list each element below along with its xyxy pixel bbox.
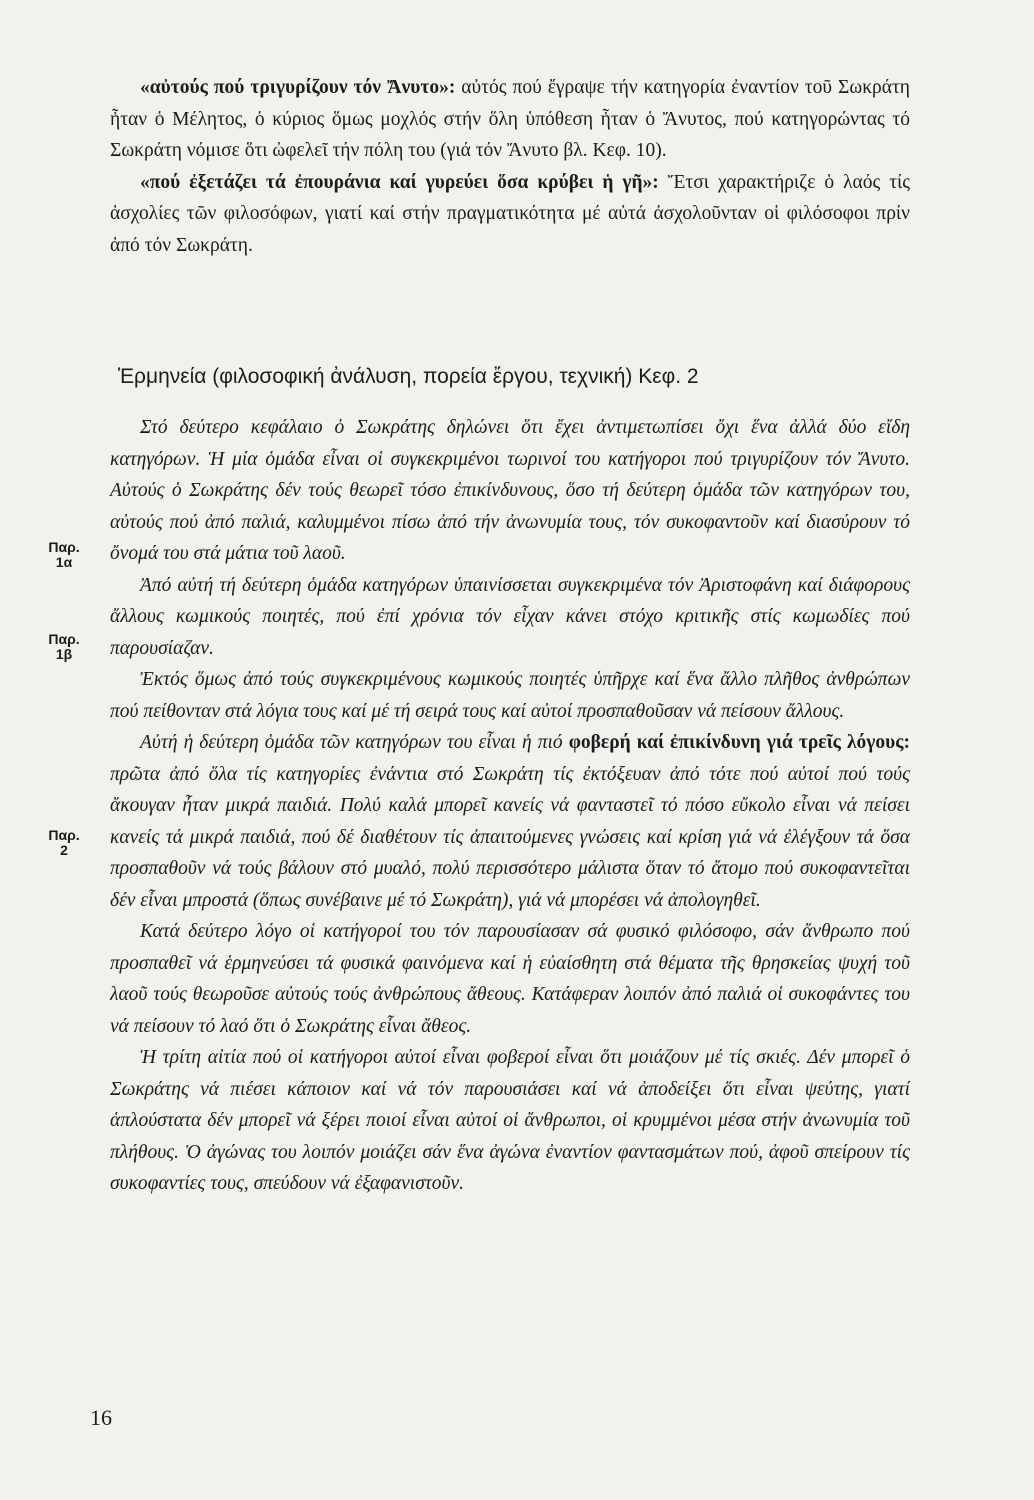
intro-note-2-term: «πού ἐξετάζει τά ἐπουράνια καί γυρεύει ὅσα κρύβει ἡ γῆ»: [140, 171, 659, 193]
margin-label-number: 1β [55, 646, 73, 662]
body-paragraph-1: Στό δεύτερο κεφάλαιο ὁ Σωκράτης δηλώνει ὅτι ἔχει ἀντιμετωπίσει ὄχι ἕνα ἀλλά δύο εἴδη κατηγόρων. Ἡ μία ὁμάδα εἶναι οἱ συγκεκριμένοι τωρινοί του κατήγοροι πού τριγυρίζουν τόν Ἄνυτο. Αὐτούς ὁ Σωκράτης δέν τούς θεωρεῖ τόσο ἐπικίνδυνους, ὅσο τή δεύτερη ὁμάδα τῶν κατηγόρων του, αὐτούς πού ἀπό παλιά, καλυμμένοι πίσω ἀπό τήν ἀνωνυμία τους, τόν συκοφαντοῦν καί διασύρουν τό ὄνομά του στά μάτια τοῦ λαοῦ. [110, 417, 910, 564]
body-text [110, 412, 910, 1200]
body-paragraph-4-emphasis: φοβερή καί ἐπικίνδυνη γιά τρεῖς λόγους: [568, 732, 910, 753]
body-paragraph-4 [110, 727, 910, 916]
margin-label-number: 1α [55, 554, 73, 570]
intro-note-1-text: αὐτός πού ἔγραψε τήν κατηγορία ἐναντίον τοῦ Σωκράτη ἦταν ὁ Μέλητος, ὁ κύριος ὅμως μοχλός στήν ὅλη ὑπόθεση ἦταν ὁ Ἄνυτος, πού κατηγορώντας τό Σωκράτη νόμισε ὅτι ὠφελεῖ τήν πόλη του (γιά τόν Ἄνυτο βλ. Κεφ. 10). [110, 77, 910, 161]
margin-label-par-2 [46, 828, 82, 858]
margin-label-word: Παρ. [48, 539, 80, 555]
intro-note-1-term: «αὐτούς πού τριγυρίζουν τόν Ἄνυτο»: [140, 77, 456, 98]
section-heading: Ἑρμηνεία (φιλοσοφική ἀνάλυση, πορεία ἔργου, τεχνική) Κεφ. 2 [118, 365, 699, 388]
margin-label-word: Παρ. [48, 631, 80, 647]
page-number: 16 [90, 1405, 112, 1430]
intro-note-2 [110, 167, 910, 262]
body-paragraph-2: Ἀπό αὐτή τή δεύτερη ὁμάδα κατηγόρων ὑπαινίσσεται συγκεκριμένα τόν Ἀριστοφάνη καί διάφορους ἄλλους κωμικούς ποιητές, πού ἐπί χρόνια τόν εἶχαν κάνει στόχο κριτικῆς στίς κωμωδίες πού παρουσίαζαν. [110, 574, 910, 659]
body-paragraph-4-rest: πρῶτα ἀπό ὅλα τίς κατηγορίες ἐνάντια στό Σωκράτη τίς ἐκτόξευαν ἀπό τότε πού αὐτοί πού τούς ἄκουγαν ἦταν μικρά παιδιά. Πολύ καλά μπορεῖ κανείς νά φανταστεῖ τό πόσο εὔκολο εἶναι νά πείσει κανείς τά μικρά παιδιά, πού δέ διαθέτουν τίς ἀπαιτούμενες γνώσεις καί κρίση γιά νά ἐλέγξουν τά ὅσα προσπαθοῦν νά τούς βάλουν στό μυαλό, πολύ περισσότερο μάλιστα ὅταν τό ἄτομο πού συκοφαντεῖται δέν εἶναι μπροστά (ὅπως συνέβαινε μέ τό Σωκράτη), γιά νά μπορέσει νά ἀπολογηθεῖ. [110, 763, 910, 911]
margin-label-par-1a [46, 540, 82, 570]
body-paragraph-3: Ἐκτός ὅμως ἀπό τούς συγκεκριμένους κωμικούς ποιητές ὑπῆρχε καί ἕνα ἄλλο πλῆθος ἀνθρώπων πού πείθονταν στά λόγια τους καί μέ τή σειρά τους καί αὐτοί προσπαθοῦσαν νά πείσουν ἄλλους. [110, 669, 910, 722]
margin-label-par-1b [46, 632, 82, 662]
body-paragraph-4-start: Αὐτή ἡ δεύτερη ὁμάδα τῶν κατηγόρων του εἶναι ἡ πιό [140, 732, 569, 753]
margin-label-number: 2 [60, 842, 68, 858]
intro-notes [110, 72, 910, 261]
margin-label-word: Παρ. [48, 827, 80, 843]
intro-note-1 [110, 72, 910, 167]
body-paragraph-6: Ἡ τρίτη αἰτία πού οἱ κατήγοροι αὐτοί εἶναι φοβεροί εἶναι ὅτι μοιάζουν μέ τίς σκιές. Δέν μπορεῖ ὁ Σωκράτης νά πιέσει κάποιον καί νά τόν παρουσιάσει καί νά ἀποδείξει ὅτι εἶναι ψεύτης, γιατί ἁπλούστατα δέν μπορεῖ νά ξέρει ποιοί εἶναι αὐτοί οἱ ἄνθρωποι, οἱ κρυμμένοι μέσα στήν ἀνωνυμία τοῦ πλήθους. Ὁ ἀγώνας του λοιπόν μοιάζει σάν ἕνα ἀγώνα ἐναντίον φαντασμάτων πού, ἀφοῦ σπείρουν τίς συκοφαντίες τους, σπεύδουν νά ἐξαφανιστοῦν. [110, 1047, 910, 1194]
intro-note-2-text: Ἔτσι χαρακτήριζε ὁ λαός τίς ἀσχολίες τῶν φιλοσόφων, γιατί καί στήν πραγματικότητα μέ αὐτά ἀσχολοῦνταν οἱ φιλόσοφοι πρίν ἀπό τόν Σωκράτη. [110, 171, 911, 256]
body-paragraph-5: Κατά δεύτερο λόγο οἱ κατήγοροί του τόν παρουσίασαν σά φυσικό φιλόσοφο, σάν ἄνθρωπο πού προσπαθεῖ νά ἑρμηνεύσει τά φυσικά φαινόμενα καί ἡ εὐαίσθητη στά θέματα τῆς θρησκείας ψυχή τοῦ λαοῦ τούς θεωροῦσε αὐτούς τούς ἀνθρώπους ἄθεους. Κατάφεραν λοιπόν ἀπό παλιά οἱ συκοφάντες του νά πείσουν τό λαό ὅτι ὁ Σωκράτης εἶναι ἄθεος. [110, 921, 910, 1037]
